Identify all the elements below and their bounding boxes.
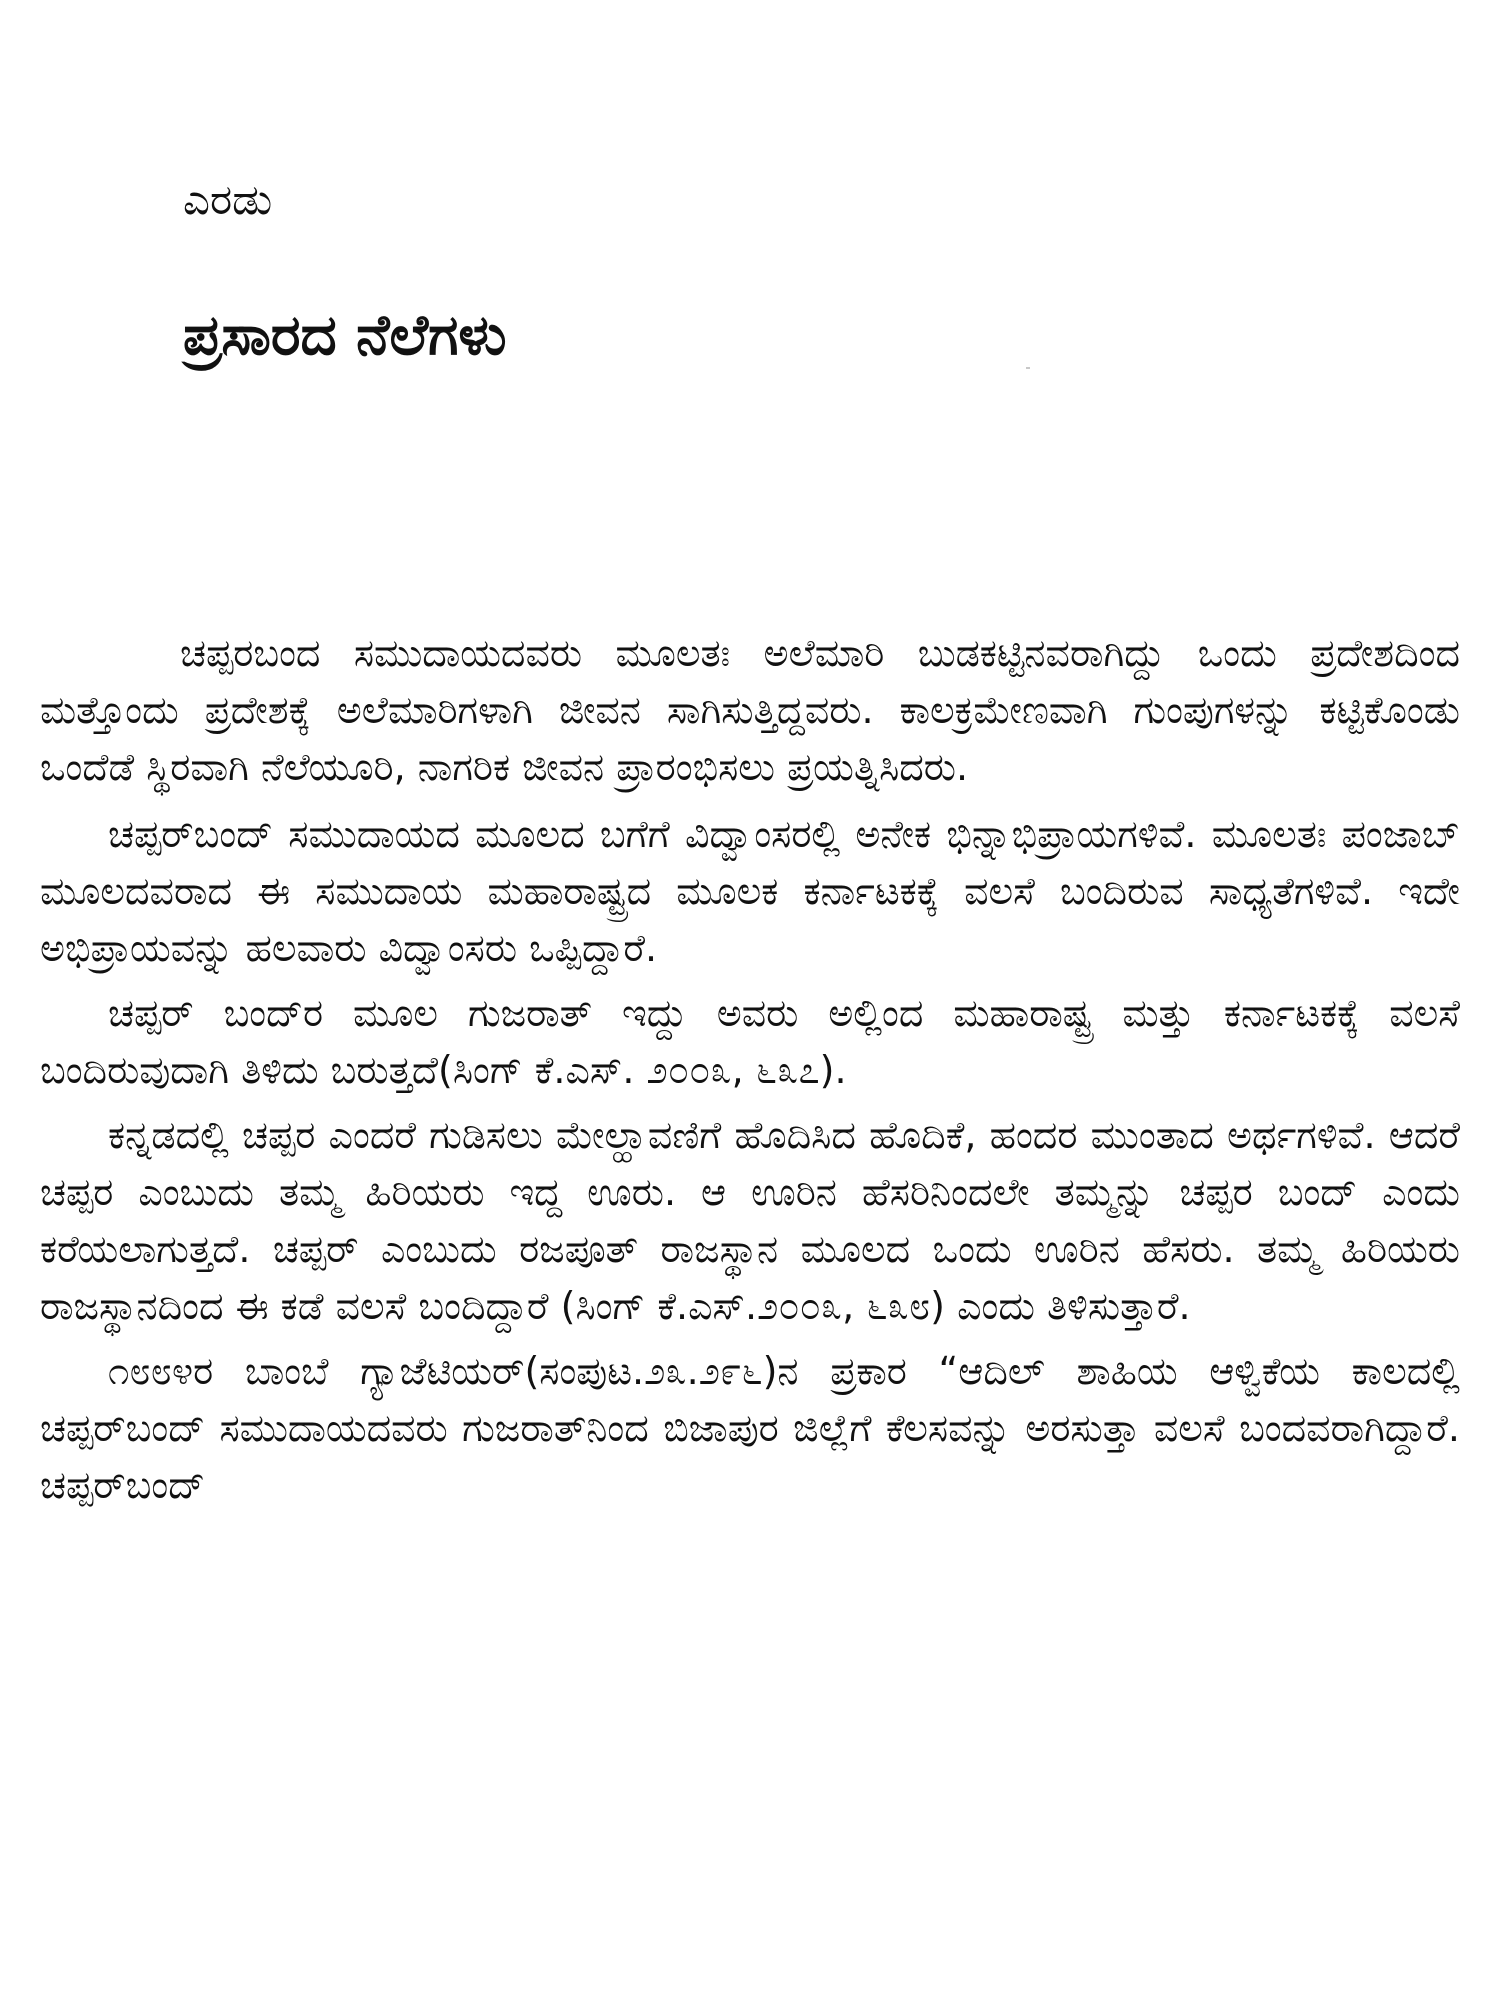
body-text	[40, 625, 1460, 1522]
paragraph-gujarat-origin: ಚಪ್ಪರ್ ಬಂದ್‌ರ ಮೂಲ ಗುಜರಾತ್ ಇದ್ದು ಅವರು ಅಲ್ಲಿಂದ ಮಹಾರಾಷ್ಟ್ರ ಮತ್ತು ಕರ್ನಾಟಕಕ್ಕೆ ವಲಸೆ ಬಂದಿರುವುದಾಗಿ ತಿಳಿದು ಬರುತ್ತದೆ(ಸಿಂಗ್ ಕೆ.ಎಸ್. ೨೦೦೩, ೬೩೭).	[40, 991, 1460, 1092]
chapter-number: ಎರಡು	[183, 175, 273, 224]
scan-speck	[1026, 367, 1030, 369]
paragraph-origin-nomadic: ಚಪ್ಪರಬಂದ ಸಮುದಾಯದವರು ಮೂಲತಃ ಅಲೆಮಾರಿ ಬುಡಕಟ್ಟಿನವರಾಗಿದ್ದು ಒಂದು ಪ್ರದೇಶದಿಂದ ಮತ್ತೊಂದು ಪ್ರದೇಶಕ್ಕೆ ಅಲೆಮಾರಿಗಳಾಗಿ ಜೀವನ ಸಾಗಿಸುತ್ತಿದ್ದವರು. ಕಾಲಕ್ರಮೇಣವಾಗಿ ಗುಂಪುಗಳನ್ನು ಕಟ್ಟಿಕೊಂಡು ಒಂದೆಡೆ ಸ್ಥಿರವಾಗಿ ನೆಲೆಯೂರಿ, ನಾಗರಿಕ ಜೀವನ ಪ್ರಾರಂಭಿಸಲು ಪ್ರಯತ್ನಿಸಿದರು.	[40, 631, 1460, 789]
paragraph-bombay-gazetteer: ೧೮೮೪ರ ಬಾಂಬೆ ಗ್ಯಾಜೆಟಿಯರ್(ಸಂಪುಟ.೨೩.೨೯೬)ನ ಪ್ರಕಾರ “ಆದಿಲ್ ಶಾಹಿಯ ಆಳ್ವಿಕೆಯ ಕಾಲದಲ್ಲಿ ಚಪ್ಪರ್‌ಬಂದ್ ಸಮುದಾಯದವರು ಗುಜರಾತ್‌ನಿಂದ ಬಿಜಾಪುರ ಜಿಲ್ಲೆಗೆ ಕೆಲಸವನ್ನು ಅರಸುತ್ತಾ ವಲಸೆ ಬಂದವರಾಗಿದ್ದಾರೆ. ಚಪ್ಪರ್‌ಬಂದ್	[40, 1349, 1460, 1507]
paragraph-chappara-meaning: ಕನ್ನಡದಲ್ಲಿ ಚಪ್ಪರ ಎಂದರೆ ಗುಡಿಸಲು ಮೇಲ್ಹಾವಣಿಗೆ ಹೊದಿಸಿದ ಹೊದಿಕೆ, ಹಂದರ ಮುಂತಾದ ಅರ್ಥಗಳಿವೆ. ಆದರೆ ಚಪ್ಪರ ಎಂಬುದು ತಮ್ಮ ಹಿರಿಯರು ಇದ್ದ ಊರು. ಆ ಊರಿನ ಹೆಸರಿನಿಂದಲೇ ತಮ್ಮನ್ನು ಚಪ್ಪರ ಬಂದ್ ಎಂದು ಕರೆಯಲಾಗುತ್ತದೆ. ಚಪ್ಪರ್ ಎಂಬುದು ರಜಪೂತ್ ರಾಜಸ್ಥಾನ ಮೂಲದ ಒಂದು ಊರಿನ ಹೆಸರು. ತಮ್ಮ ಹಿರಿಯರು ರಾಜಸ್ಥಾನದಿಂದ ಈ ಕಡೆ ವಲಸೆ ಬಂದಿದ್ದಾರೆ (ಸಿಂಗ್ ಕೆ.ಎಸ್.೨೦೦೩, ೬೩೮) ಎಂದು ತಿಳಿಸುತ್ತಾರೆ.	[40, 1113, 1460, 1328]
chapter-title: ಪ್ರಸಾರದ ನೆಲೆಗಳು	[183, 303, 507, 368]
paragraph-scholar-opinions: ಚಪ್ಪರ್‌ಬಂದ್ ಸಮುದಾಯದ ಮೂಲದ ಬಗೆಗೆ ವಿದ್ವಾಂಸರಲ್ಲಿ ಅನೇಕ ಭಿನ್ನಾಭಿಪ್ರಾಯಗಳಿವೆ. ಮೂಲತಃ ಪಂಜಾಬ್ ಮೂಲದವರಾದ ಈ ಸಮುದಾಯ ಮಹಾರಾಷ್ಟ್ರದ ಮೂಲಕ ಕರ್ನಾಟಕಕ್ಕೆ ವಲಸೆ ಬಂದಿರುವ ಸಾಧ್ಯತೆಗಳಿವೆ. ಇದೇ ಅಭಿಪ್ರಾಯವನ್ನು ಹಲವಾರು ವಿದ್ವಾಂಸರು ಒಪ್ಪಿದ್ದಾರೆ.	[40, 812, 1460, 970]
